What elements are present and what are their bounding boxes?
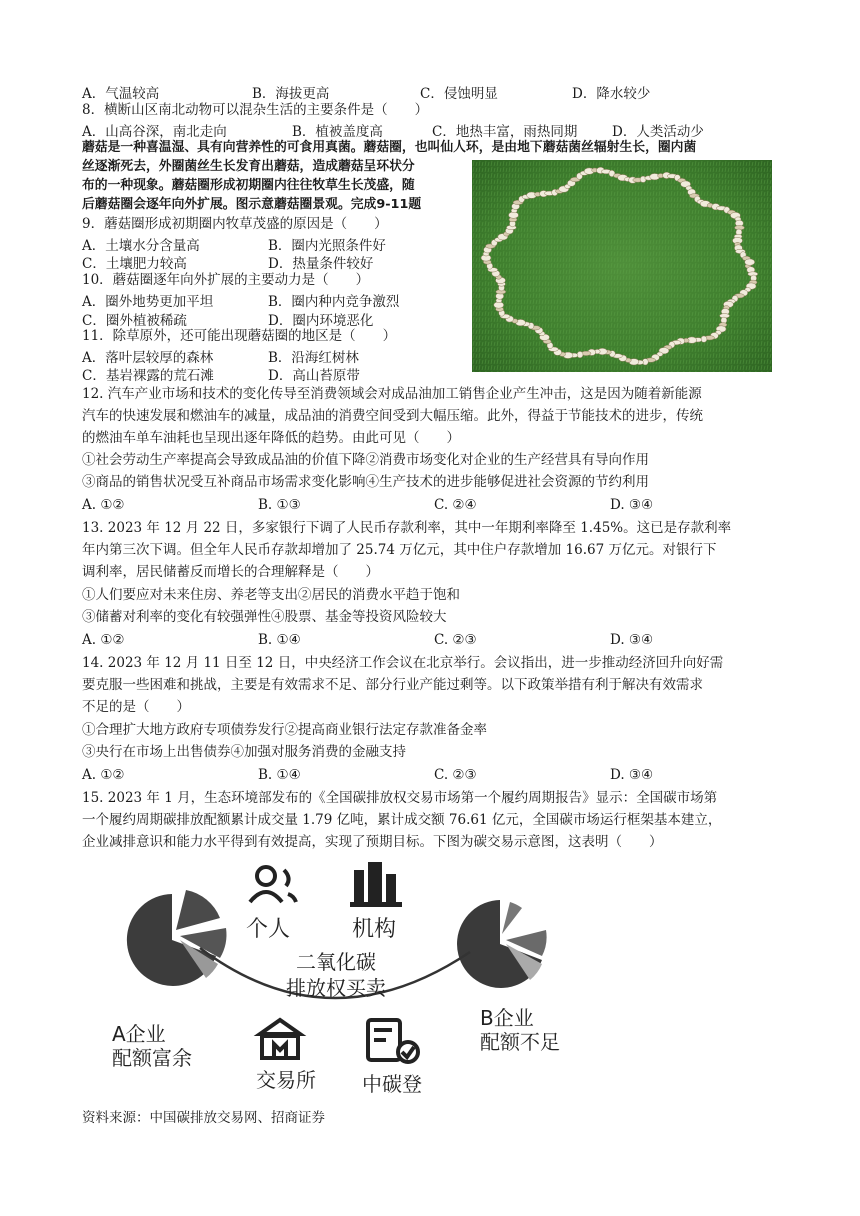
q14-option-c: C. ②③ bbox=[434, 767, 477, 783]
q8-option-c: C．地热丰富，雨热同期 bbox=[432, 124, 578, 140]
intro-line-1: 蘑菇是一种喜温湿、具有向营养性的可食用真菌。蘑菇圈，也叫仙人环，是由地下蘑菇菌丝辐射生长，圈内菌 bbox=[82, 140, 697, 155]
q15-line-1: 15. 2023 年 1 月，生态环境部发布的《全国碳排放权交易市场第一个履约周期报告》显示：全国碳市场第 bbox=[82, 790, 718, 806]
q13-line-3: 调利率，居民储蓄反而增长的合理解释是（ ） bbox=[82, 564, 379, 580]
q10-option-d: D．圈内环境恶化 bbox=[268, 313, 374, 329]
company-a-pie-icon bbox=[127, 890, 227, 986]
q10-option-b: B．圈内种内竞争激烈 bbox=[268, 294, 400, 310]
q13-option-b: B. ①④ bbox=[258, 632, 301, 648]
mushroom-ring-photo bbox=[472, 160, 772, 372]
q14-line-2: 要克服一些困难和挑战，主要是有效需求不足、部分行业产能过剩等。以下政策举措有利于解决有效需求 bbox=[82, 677, 703, 693]
company-a-status: 配额富余 bbox=[112, 1046, 192, 1070]
company-b-pie-icon bbox=[457, 900, 547, 988]
q13-option-c: C. ②③ bbox=[434, 632, 477, 648]
center-label-2: 排放权买卖 bbox=[286, 976, 386, 1000]
intro-line-3: 布的一种现象。蘑菇圈形成初期圈内往往牧草生长茂盛，随 bbox=[82, 178, 415, 193]
q13-option-d: D. ③④ bbox=[610, 632, 654, 648]
center-label-1: 二氧化碳 bbox=[296, 950, 376, 974]
q9-option-d: D．热量条件较好 bbox=[268, 256, 374, 272]
q7-option-d: D．降水较少 bbox=[572, 86, 651, 102]
q14-line-3: 不足的是（ ） bbox=[82, 699, 190, 715]
q10-option-c: C．圈外植被稀疏 bbox=[82, 313, 187, 329]
q12-option-d: D. ③④ bbox=[610, 497, 654, 513]
registry-label: 中碳登 bbox=[362, 1072, 422, 1096]
q9-option-b: B．圈内光照条件好 bbox=[268, 238, 386, 254]
q12-line-1: 12. 汽车产业市场和技术的变化传导至消费领域会对成品油加工销售企业产生冲击，这是因为随着新能源 bbox=[82, 386, 702, 402]
q12-line-2: 汽车的快速发展和燃油车的减量，成品油的消费空间受到大幅压缩。此外，得益于节能技术的进步，传统 bbox=[82, 408, 703, 424]
q15-line-3: 企业减排意识和能力水平得到有效提高，实现了预期目标。下图为碳交易示意图，这表明（ ） bbox=[82, 834, 663, 850]
q7-option-c: C．侵蚀明显 bbox=[420, 86, 498, 102]
q11-option-a: A．落叶层较厚的森林 bbox=[82, 350, 214, 366]
q13-option-a: A. ①② bbox=[82, 632, 125, 648]
q9-option-a: A．土壤水分含量高 bbox=[82, 238, 200, 254]
q9-option-c: C．土壤肥力较高 bbox=[82, 256, 187, 272]
q8-option-d: D．人类活动少 bbox=[612, 124, 704, 140]
company-b-label: B企业 bbox=[480, 1006, 534, 1030]
exchange-label: 交易所 bbox=[256, 1068, 316, 1092]
q8-option-a: A．山高谷深，南北走向 bbox=[82, 124, 227, 140]
q14-option-a: A. ①② bbox=[82, 767, 125, 783]
intro-line-2: 丝逐渐死去，外圈菌丝生长发育出蘑菇，造成蘑菇呈环状分 bbox=[82, 159, 415, 174]
q7-option-b: B．海拔更高 bbox=[252, 86, 330, 102]
q12-option-a: A. ①② bbox=[82, 497, 125, 513]
q13-line-5: ③储蓄对利率的变化有较强弹性④股票、基金等投资风险较大 bbox=[82, 609, 447, 625]
person-label: 个人 bbox=[246, 917, 291, 942]
q14-line-5: ③央行在市场上出售债券④加强对服务消费的金融支持 bbox=[82, 744, 406, 760]
q14-option-d: D. ③④ bbox=[610, 767, 654, 783]
q9-stem: 9．蘑菇圈形成初期圈内牧草茂盛的原因是（ ） bbox=[82, 216, 388, 232]
q12-line-4: ①社会劳动生产率提高会导致成品油的价值下降②消费市场变化对企业的生产经营具有导向作用 bbox=[82, 452, 649, 468]
q12-line-5: ③商品的销售状况受互补商品市场需求变化影响④生产技术的进步能够促进社会资源的节约利用 bbox=[82, 474, 649, 490]
registry-icon bbox=[368, 1020, 418, 1062]
q8-option-b: B．植被盖度高 bbox=[292, 124, 383, 140]
q11-option-b: B．沿海红树林 bbox=[268, 350, 359, 366]
q10-option-a: A．圈外地势更加平坦 bbox=[82, 294, 214, 310]
q11-stem: 11．除草原外，还可能出现蘑菇圈的地区是（ ） bbox=[82, 328, 397, 344]
q14-line-4: ①合理扩大地方政府专项债券发行②提高商业银行法定存款准备金率 bbox=[82, 722, 487, 738]
q14-option-b: B. ①④ bbox=[258, 767, 301, 783]
company-b-status: 配额不足 bbox=[480, 1030, 560, 1054]
q8-stem: 8．横断山区南北动物可以混杂生活的主要条件是（ ） bbox=[82, 102, 429, 118]
carbon-trading-diagram bbox=[90, 856, 580, 1096]
q7-option-a: A．气温较高 bbox=[82, 86, 160, 102]
person-icon bbox=[250, 867, 296, 902]
q11-option-d: D．高山苔原带 bbox=[268, 368, 360, 384]
q12-option-b: B. ①③ bbox=[258, 497, 301, 513]
q15-line-2: 一个履约周期碳排放配额累计成交量 1.79 亿吨，累计成交额 76.61 亿元，全国碳市场运行框架基本建立， bbox=[82, 812, 722, 828]
institution-icon bbox=[350, 862, 402, 907]
institution-label: 机构 bbox=[352, 917, 397, 942]
exchange-icon bbox=[260, 1020, 300, 1058]
intro-line-4: 后蘑菇圈会逐年向外扩展。图示意蘑菇圈景观。完成9-11题 bbox=[82, 197, 422, 212]
q12-option-c: C. ②④ bbox=[434, 497, 477, 513]
q13-line-4: ①人们要应对未来住房、养老等支出②居民的消费水平趋于饱和 bbox=[82, 587, 460, 603]
q11-option-c: C．基岩裸露的荒石滩 bbox=[82, 368, 214, 384]
q10-stem: 10．蘑菇圈逐年向外扩展的主要动力是（ ） bbox=[82, 272, 370, 288]
mushroom bbox=[745, 259, 755, 265]
q13-line-2: 年内第三次下调。但全年人民币存款却增加了 25.74 万亿元，其中住户存款增加 16.67 万亿元。对银行下 bbox=[82, 542, 717, 558]
company-a-label: A企业 bbox=[112, 1022, 166, 1046]
q12-line-3: 的燃油车单车油耗也呈现出逐年降低的趋势。由此可见（ ） bbox=[82, 430, 460, 446]
q14-line-1: 14. 2023 年 12 月 11 日至 12 日，中央经济工作会议在北京举行。会议指出，进一步推动经济回升向好需 bbox=[82, 655, 724, 671]
q13-line-1: 13. 2023 年 12 月 22 日，多家银行下调了人民币存款利率，其中一年期利率降至 1.45%。这已是存款利率 bbox=[82, 520, 732, 536]
data-source-note: 资料来源：中国碳排放交易网、招商证券 bbox=[82, 1110, 325, 1126]
